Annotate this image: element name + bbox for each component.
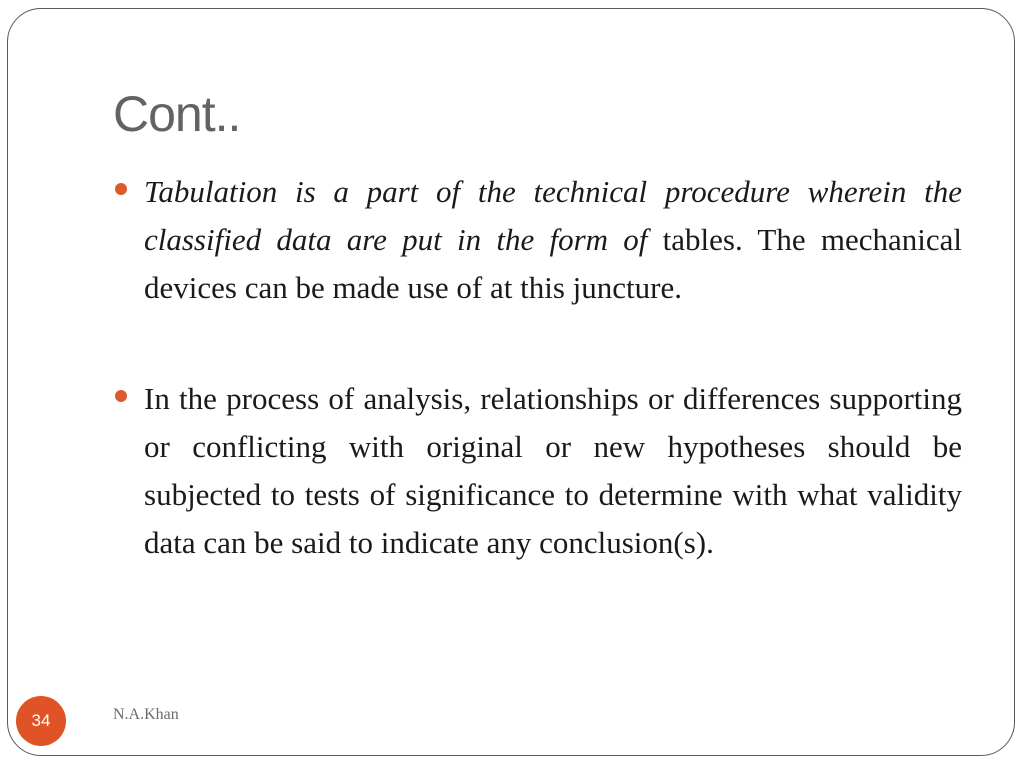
bullet-text: In the process of analysis, relationships or differences supporting or conflicting with original or new hypotheses should be subjected to tests of significance to determine with what validity data can be said to indicate any conclusion(s). xyxy=(144,381,962,560)
bullet-item-analysis xyxy=(114,375,962,567)
footer-author: N.A.Khan xyxy=(113,706,179,723)
bullet-dot-icon xyxy=(115,390,127,402)
bullet-italic-text: Tabulation is a part of the technical procedure wherein the classified data are put in the form of xyxy=(144,174,962,257)
bullet-item-tabulation xyxy=(114,168,962,312)
bullet-dot-icon xyxy=(115,183,127,195)
page-number-badge: 34 xyxy=(16,696,66,746)
slide-content xyxy=(114,168,962,567)
slide-title: Cont.. xyxy=(113,86,241,142)
bullet-text: tables. The mechanical devices can be made use of at this juncture. xyxy=(144,222,962,305)
